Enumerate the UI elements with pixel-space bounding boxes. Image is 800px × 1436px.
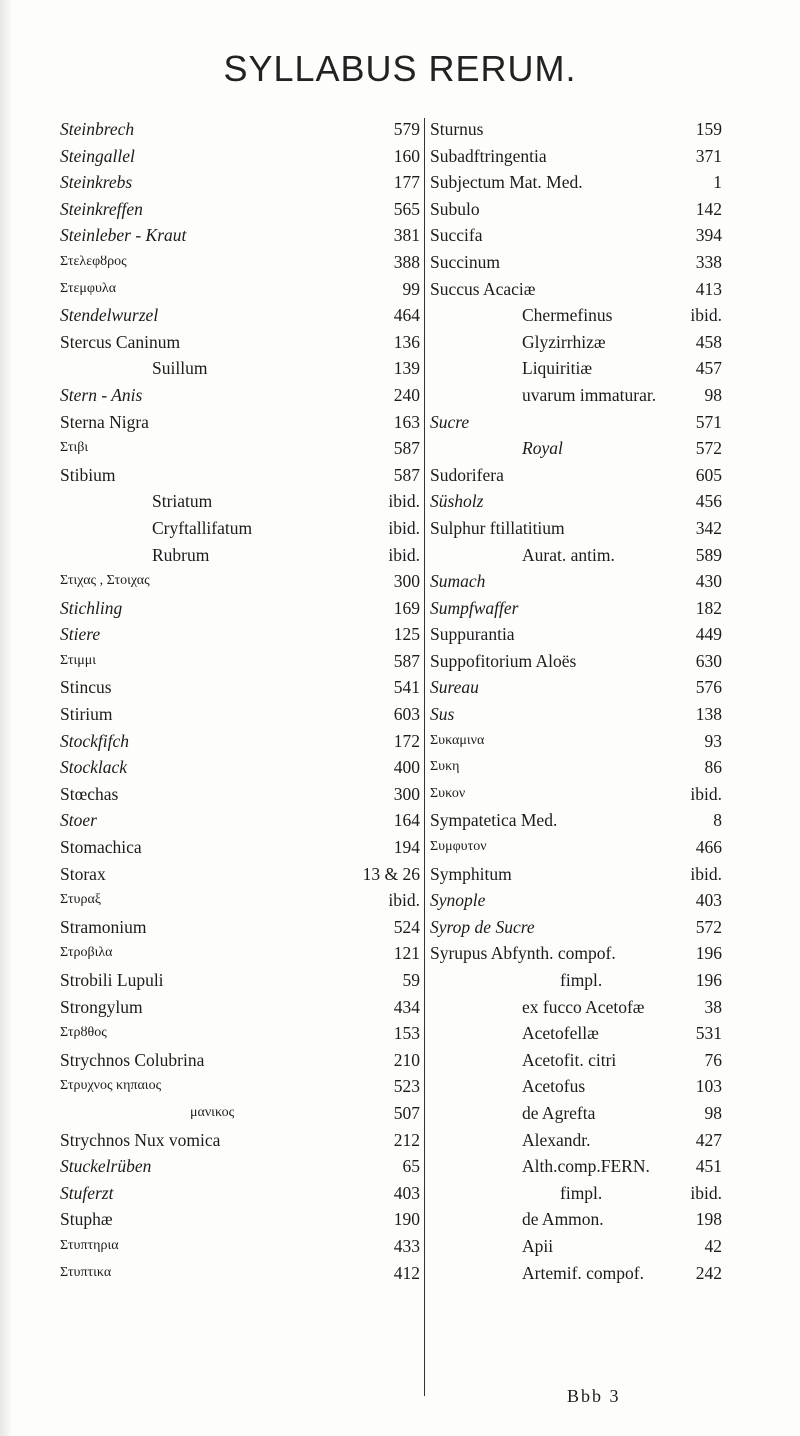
page-reference: 430 (695, 571, 722, 592)
index-term: Succus Acaciæ (430, 278, 536, 299)
index-entry (60, 1100, 420, 1127)
index-entry (60, 1073, 420, 1100)
index-entry (430, 222, 722, 249)
index-term: Suppurantia (430, 624, 515, 645)
page-reference: 139 (393, 358, 420, 379)
index-entry (430, 249, 722, 276)
index-term: Succifa (430, 225, 483, 246)
page-reference: 457 (695, 358, 722, 379)
index-column-right (430, 116, 722, 1286)
index-entry (430, 1153, 722, 1180)
page-reference: 38 (704, 996, 722, 1017)
page-reference: 589 (695, 544, 722, 565)
page-reference: 164 (393, 810, 420, 831)
index-term: de Ammon. (522, 1209, 604, 1230)
index-term: Στυπτικα (60, 1264, 112, 1280)
page-reference: 1 (713, 172, 722, 193)
page-reference: ibid. (690, 863, 722, 884)
index-term: fimpl. (560, 1182, 603, 1203)
index-entry (60, 861, 420, 888)
index-term: Syrupus Abfynth. compof. (430, 943, 616, 964)
index-term: Sulphur ftillatitium (430, 517, 565, 538)
index-entry (430, 462, 722, 489)
page-reference: 194 (393, 837, 420, 858)
index-term: Alth.comp.FERN. (522, 1156, 650, 1177)
index-term: fimpl. (560, 970, 603, 990)
index-term: Subjectum Mat. Med. (430, 172, 583, 193)
page-reference: 125 (393, 624, 420, 645)
page-reference: 190 (393, 1209, 420, 1230)
index-term: Στυραξ (60, 892, 102, 908)
index-term: Süsholz (430, 491, 484, 512)
index-entry (430, 143, 722, 170)
index-term: Rubrum (152, 544, 210, 565)
page-reference: 451 (695, 1156, 722, 1177)
page-reference: 159 (695, 119, 722, 139)
index-term: Suillum (152, 358, 208, 379)
index-entry (60, 143, 420, 170)
index-entry (430, 887, 722, 914)
index-term: Στελεφȣρος (60, 253, 127, 269)
index-entry (430, 861, 722, 888)
index-entry (60, 568, 420, 595)
index-entry (60, 542, 420, 569)
page-reference: 507 (393, 1102, 420, 1123)
page-reference: 464 (393, 305, 420, 326)
page-reference: 541 (393, 677, 420, 698)
index-entry (60, 249, 420, 276)
page-reference: 42 (704, 1235, 722, 1256)
index-entry (430, 1180, 722, 1207)
index-entry (60, 648, 420, 675)
index-term: Sterna Nigra (60, 411, 149, 432)
page-reference: 587 (393, 650, 420, 671)
index-entry (60, 1260, 420, 1287)
index-term: Synople (430, 890, 486, 911)
index-entry (430, 621, 722, 648)
index-term: Striatum (152, 491, 213, 512)
page-reference: 605 (695, 464, 722, 485)
page-reference: 210 (393, 1049, 420, 1070)
page-reference: 572 (695, 438, 722, 459)
page-reference: 371 (695, 145, 722, 166)
index-term: de Agrefta (522, 1102, 596, 1123)
index-entry (60, 302, 420, 329)
index-entry (60, 887, 420, 914)
index-entry (430, 1206, 722, 1233)
index-entry (430, 196, 722, 223)
page-reference: 163 (393, 411, 420, 432)
page-reference: ibid. (690, 1182, 722, 1203)
index-entry (60, 462, 420, 489)
index-term: Στιχας , Στοιχας (60, 573, 150, 589)
index-term: Steinleber - Kraut (60, 225, 187, 246)
signature-mark: Bbb 3 (567, 1386, 621, 1406)
page-reference: 93 (704, 730, 722, 751)
index-entry (430, 435, 722, 462)
index-term: Strobili Lupuli (60, 970, 164, 990)
page-reference: 587 (393, 464, 420, 485)
index-term: Συκαμινα (430, 732, 485, 748)
index-term: Στιβι (60, 440, 89, 456)
index-term: Aurat. antim. (522, 544, 615, 565)
index-entry (60, 781, 420, 808)
index-term: Stichling (60, 597, 123, 618)
page-reference: 172 (393, 730, 420, 751)
page-reference: 433 (393, 1235, 420, 1256)
index-entry (60, 435, 420, 462)
index-term: Stercus Caninum (60, 331, 181, 352)
index-term: Sureau (430, 677, 479, 698)
page-reference: 242 (695, 1262, 722, 1283)
page-reference: 300 (393, 783, 420, 804)
page-reference: 403 (695, 890, 722, 911)
index-entry (60, 621, 420, 648)
index-term: Συκη (430, 759, 460, 775)
page-reference: 138 (695, 704, 722, 725)
index-term: Sudorifera (430, 464, 504, 485)
page-reference: 103 (695, 1076, 722, 1097)
page-reference: 456 (695, 491, 722, 512)
index-term: Strongylum (60, 996, 143, 1017)
page-reference: 198 (695, 1209, 722, 1230)
page-reference: 630 (695, 650, 722, 671)
index-entry (430, 355, 722, 382)
index-entry (430, 595, 722, 622)
index-entry (430, 488, 722, 515)
index-entry (60, 1020, 420, 1047)
page-reference: 579 (393, 119, 420, 139)
index-entry (430, 329, 722, 356)
page-reference: 388 (393, 251, 420, 272)
page-reference: 300 (393, 571, 420, 592)
index-term: Στρȣθος (60, 1025, 107, 1041)
index-term: Acetofellæ (522, 1023, 599, 1044)
index-term: Steinkrebs (60, 172, 133, 193)
index-entry (430, 542, 722, 569)
index-term: Chermefinus (522, 305, 613, 326)
index-term: Συκον (430, 785, 466, 801)
page-reference: 394 (695, 225, 722, 246)
index-entry (60, 834, 420, 861)
index-column-left (60, 116, 420, 1286)
index-term: Stœchas (60, 783, 119, 804)
index-entry (60, 1206, 420, 1233)
index-term: Stramonium (60, 916, 147, 937)
index-term: Glyzirrhizæ (522, 331, 606, 352)
page-reference: ibid. (388, 491, 420, 512)
page-reference: 98 (704, 384, 722, 405)
index-entry (430, 967, 722, 994)
page-reference: 381 (393, 225, 420, 246)
index-entry (60, 940, 420, 967)
page-reference: 449 (695, 624, 722, 645)
index-entry (60, 595, 420, 622)
index-entry (60, 914, 420, 941)
index-term: Στρυχνος κηπαιος (60, 1078, 162, 1094)
page-reference: 196 (695, 943, 722, 964)
index-entry (60, 967, 420, 994)
index-entry (60, 701, 420, 728)
index-term: Stockfifch (60, 730, 130, 751)
index-entry (430, 1233, 722, 1260)
index-entry (60, 1180, 420, 1207)
page-reference: ibid. (690, 305, 722, 326)
index-term: Artemif. compof. (522, 1262, 644, 1283)
page-title: SYLLABUS RERUM. (223, 48, 577, 89)
page-reference: 338 (695, 251, 722, 272)
column-divider (424, 118, 425, 1396)
index-entry (430, 940, 722, 967)
index-term: Stuckelrüben (60, 1156, 152, 1177)
index-term: Στεμφυλα (60, 280, 117, 296)
index-term: Steinkreffen (60, 198, 143, 219)
index-entry (60, 329, 420, 356)
index-entry (60, 196, 420, 223)
page-reference: ibid. (388, 890, 420, 911)
index-entry (430, 515, 722, 542)
page-reference: 524 (393, 916, 420, 937)
index-term: Sus (430, 704, 455, 725)
index-term: Στυπτηρια (60, 1237, 119, 1253)
index-term: Subadftringentia (430, 145, 547, 166)
page-reference: 565 (393, 198, 420, 219)
index-entry (60, 169, 420, 196)
page-reference: 466 (695, 837, 722, 858)
index-term: Sucre (430, 411, 470, 432)
index-term: Stoer (60, 810, 97, 831)
page-reference: 531 (695, 1023, 722, 1044)
page-reference: 182 (695, 597, 722, 618)
page-reference: 99 (402, 278, 420, 299)
index-term: uvarum immaturar. (522, 384, 657, 405)
index-term: Storax (60, 863, 106, 884)
index-term: Stern - Anis (60, 384, 143, 405)
index-term: Royal (522, 438, 563, 459)
index-term: Sumpfwaffer (430, 597, 519, 618)
page-reference: 603 (393, 704, 420, 725)
index-entry (430, 914, 722, 941)
index-entry (430, 807, 722, 834)
page-reference: 59 (402, 970, 420, 990)
page-reference: 142 (695, 198, 722, 219)
index-term: Sumach (430, 571, 486, 592)
index-term: Subulo (430, 198, 480, 219)
index-entry (60, 1047, 420, 1074)
index-entry (60, 1127, 420, 1154)
page-reference: ibid. (388, 544, 420, 565)
page-reference: 458 (695, 331, 722, 352)
index-entry (430, 116, 722, 143)
index-term: Succinum (430, 251, 500, 272)
index-entry (430, 302, 722, 329)
page-reference: 434 (393, 996, 420, 1017)
page-reference: 196 (695, 970, 722, 990)
index-entry (60, 994, 420, 1021)
page-reference: 160 (393, 145, 420, 166)
index-entry (430, 169, 722, 196)
index-entry (60, 276, 420, 303)
index-term: Steinbrech (60, 119, 135, 139)
index-term: Syrop de Sucre (430, 916, 535, 937)
index-term: Steingallel (60, 145, 135, 166)
page-reference: 413 (695, 278, 722, 299)
page-edge-shadow (0, 0, 12, 1436)
index-term: Στροβιλα (60, 945, 113, 961)
index-entry (430, 276, 722, 303)
index-entry (60, 754, 420, 781)
index-term: μανικος (190, 1104, 235, 1120)
index-term: Acetofit. citri (522, 1049, 617, 1070)
index-term: Alexandr. (522, 1129, 591, 1150)
page-reference: 8 (713, 810, 722, 831)
page-reference: 177 (393, 172, 420, 193)
index-term: Stendelwurzel (60, 305, 159, 326)
index-entry (60, 1153, 420, 1180)
index-entry (60, 674, 420, 701)
index-entry (430, 994, 722, 1021)
index-term: Stibium (60, 464, 116, 485)
index-entry (60, 488, 420, 515)
index-entry (60, 222, 420, 249)
index-term: Συμφυτον (430, 839, 487, 855)
page-reference: 400 (393, 757, 420, 778)
index-term: Apii (522, 1235, 554, 1256)
page-reference: 571 (695, 411, 722, 432)
index-term: Cryftallifatum (152, 517, 253, 538)
index-term: Sympatetica Med. (430, 810, 558, 831)
index-term: Strychnos Colubrina (60, 1049, 205, 1070)
page-reference: 587 (393, 438, 420, 459)
index-entry (430, 1020, 722, 1047)
page-reference: 342 (695, 517, 722, 538)
index-term: Sturnus (430, 119, 484, 139)
index-term: Suppofitorium Aloës (430, 650, 577, 671)
index-entry (60, 1233, 420, 1260)
index-entry (430, 1127, 722, 1154)
index-term: Stomachica (60, 837, 142, 858)
index-term: ex fucco Acetofæ (522, 996, 645, 1017)
index-term: Stuferzt (60, 1182, 114, 1203)
index-term: Stiere (60, 624, 101, 645)
page-reference: 65 (402, 1156, 420, 1177)
index-entry (430, 1100, 722, 1127)
index-term: Strychnos Nux vomica (60, 1129, 221, 1150)
page-reference: 13 & 26 (362, 863, 420, 884)
page-reference: 572 (695, 916, 722, 937)
page-reference: 412 (393, 1262, 420, 1283)
index-entry (430, 648, 722, 675)
index-entry (60, 807, 420, 834)
index-entry (430, 568, 722, 595)
page-reference: 427 (695, 1129, 722, 1150)
page-reference: 98 (704, 1102, 722, 1123)
page-reference: 76 (704, 1049, 722, 1070)
page-reference: 136 (393, 331, 420, 352)
index-term: Stincus (60, 677, 112, 698)
page-reference: 153 (393, 1023, 420, 1044)
index-term: Stuphæ (60, 1209, 113, 1230)
index-entry (430, 382, 722, 409)
index-term: Stocklack (60, 757, 128, 778)
index-term: Symphitum (430, 863, 512, 884)
index-term: Liquiritiæ (522, 358, 592, 379)
page-reference: ibid. (388, 517, 420, 538)
page-reference: 403 (393, 1182, 420, 1203)
index-entry (430, 409, 722, 436)
index-term: Stirium (60, 704, 113, 725)
page-reference: 523 (393, 1076, 420, 1097)
index-entry (60, 515, 420, 542)
index-entry (60, 116, 420, 143)
index-entry (60, 382, 420, 409)
index-entry (430, 728, 722, 755)
index-entry (60, 409, 420, 436)
index-term: Στιμμι (60, 652, 97, 668)
page-reference: 86 (704, 757, 722, 778)
index-entry (430, 781, 722, 808)
page-reference: 121 (393, 943, 420, 964)
page-reference: 212 (393, 1129, 420, 1150)
index-entry (430, 1260, 722, 1287)
page-reference: ibid. (690, 783, 722, 804)
index-term: Acetofus (522, 1076, 586, 1097)
page-reference: 240 (393, 384, 420, 405)
index-entry (430, 1073, 722, 1100)
index-entry (430, 701, 722, 728)
index-entry (430, 1047, 722, 1074)
index-entry (430, 754, 722, 781)
index-entry (60, 728, 420, 755)
page-reference: 576 (695, 677, 722, 698)
index-entry (430, 834, 722, 861)
index-entry (430, 674, 722, 701)
index-entry (60, 355, 420, 382)
page-reference: 169 (393, 597, 420, 618)
